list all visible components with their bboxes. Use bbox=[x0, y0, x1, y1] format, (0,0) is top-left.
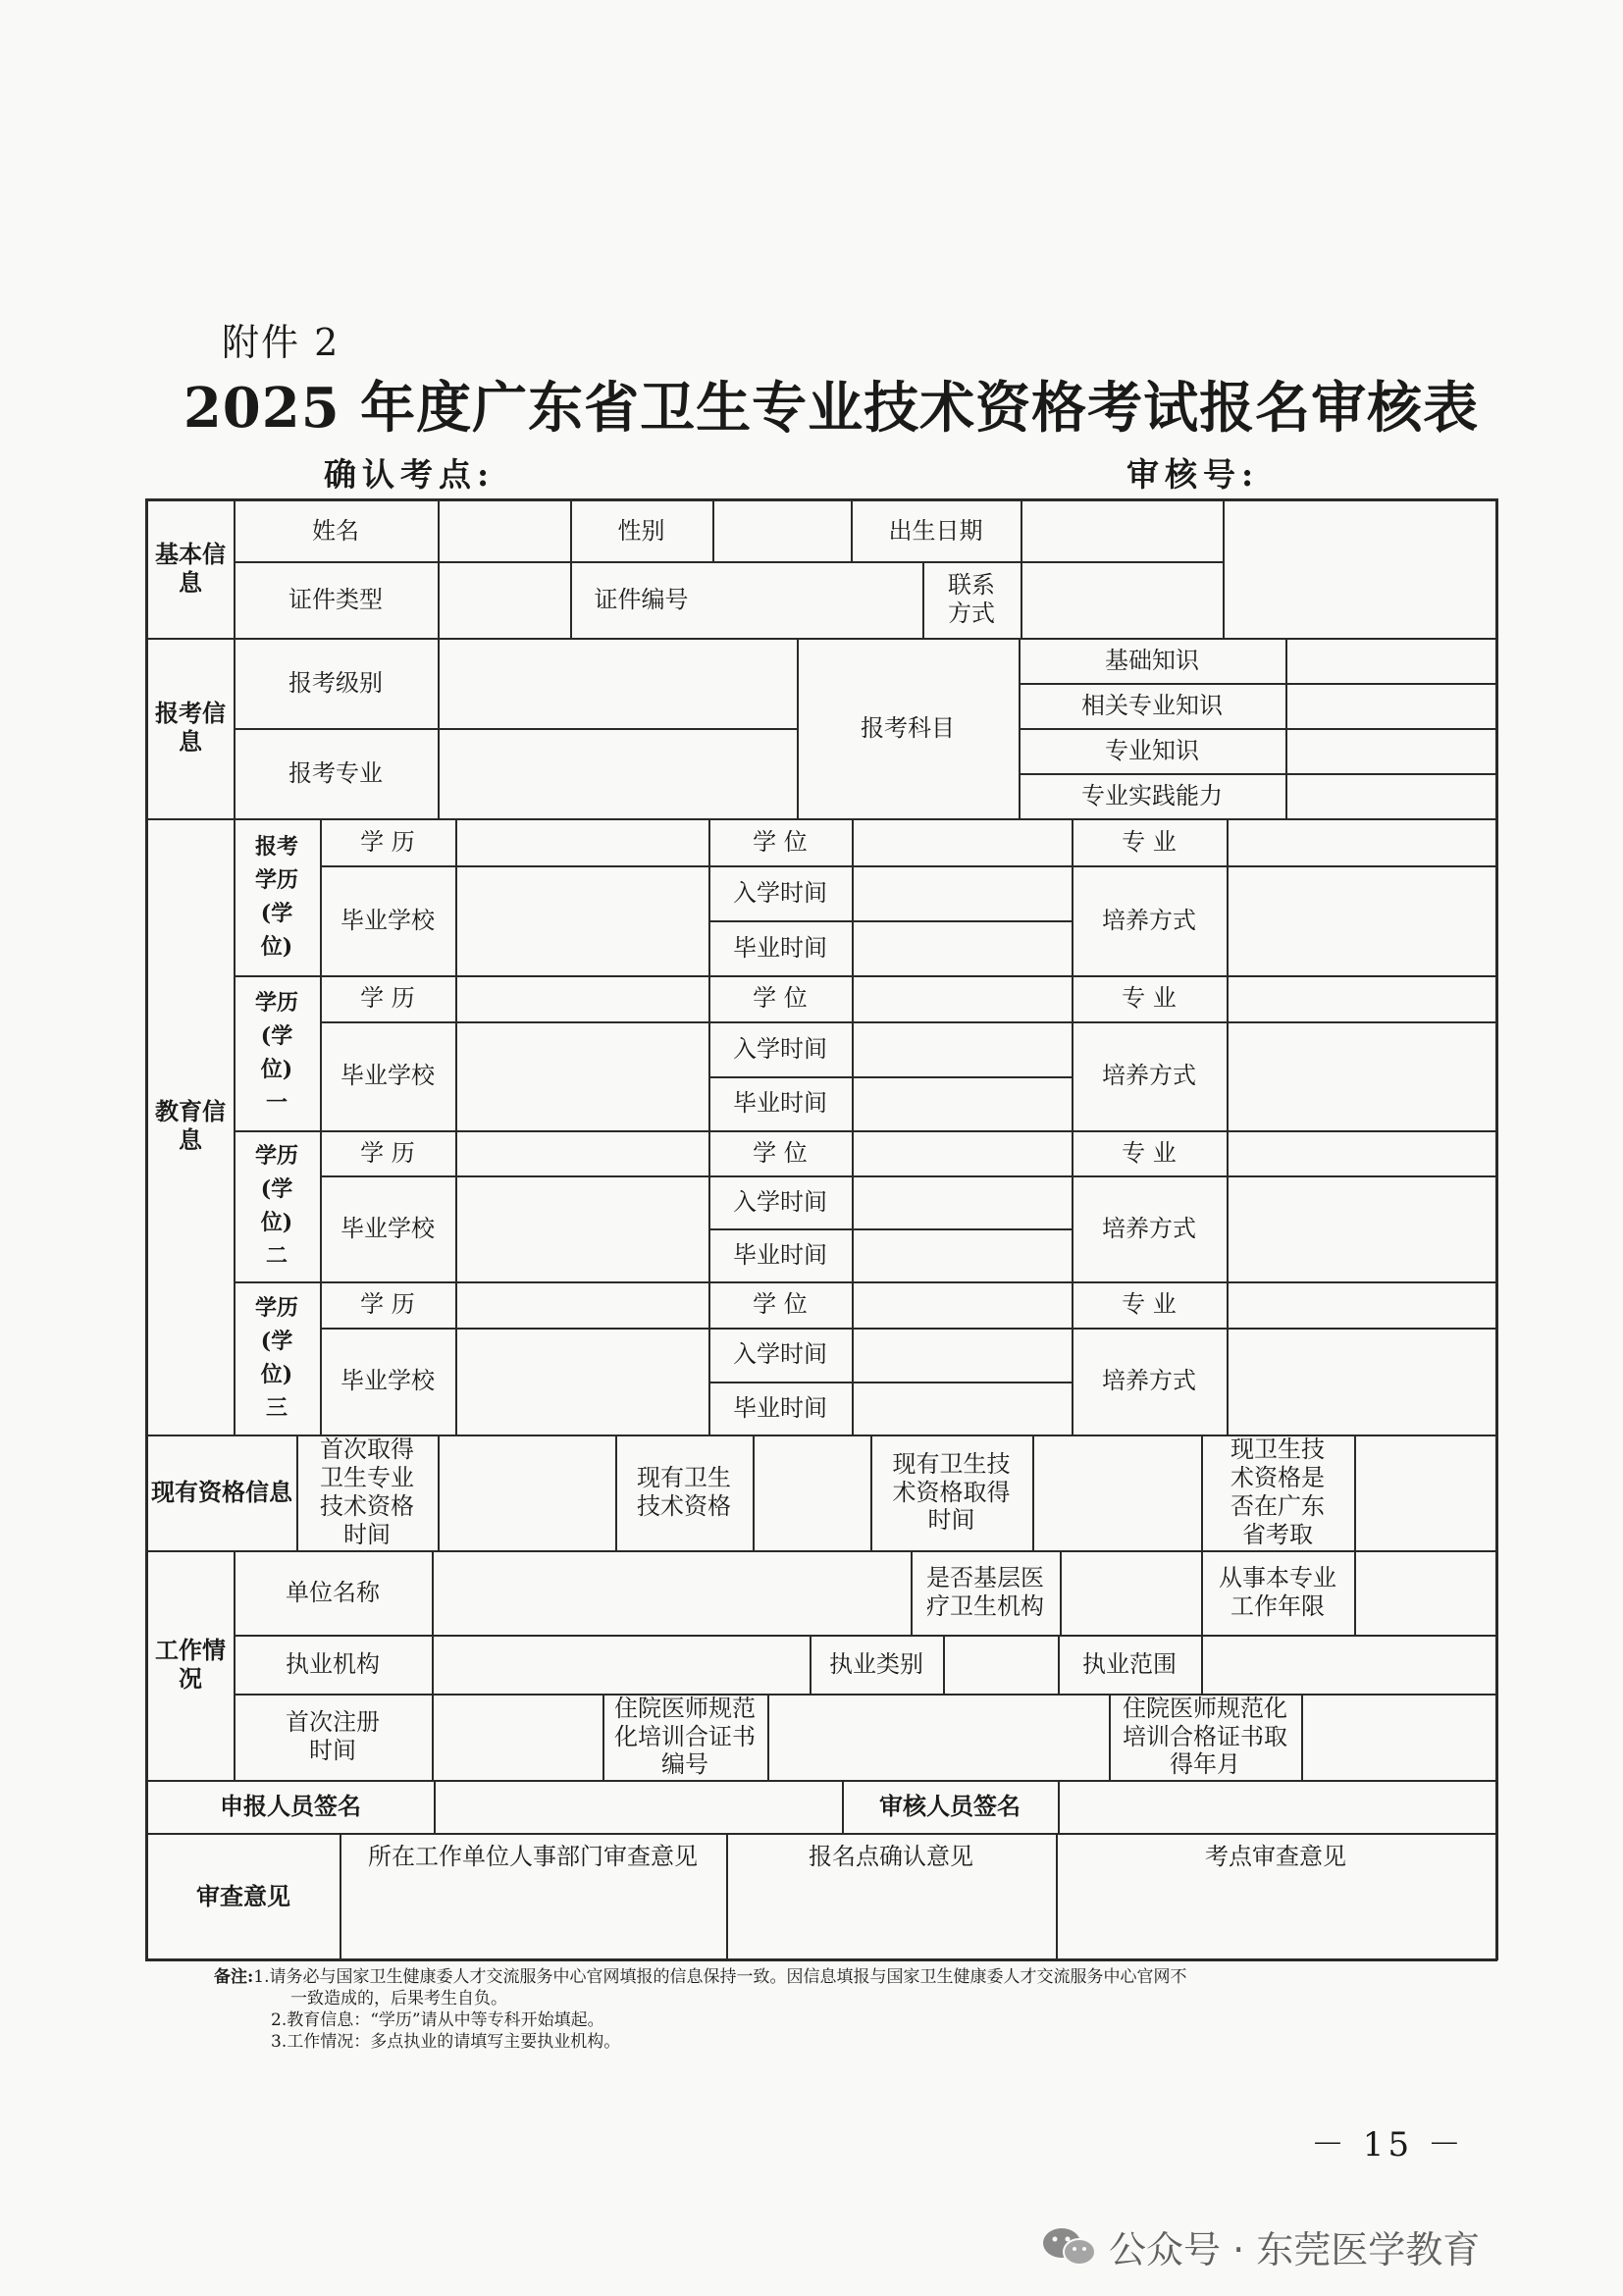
label-applicant-signature: 申报人员签名 bbox=[220, 1791, 361, 1820]
section-review-opinions: 审查意见 bbox=[196, 1881, 290, 1910]
note-3: 3.工作情况：多点执业的请填写主要执业机构。 bbox=[271, 2032, 621, 2052]
label-graduate-time: 毕业时间 bbox=[733, 1240, 827, 1269]
label-unit-name: 单位名称 bbox=[286, 1578, 380, 1606]
label-practice-category: 执业类别 bbox=[829, 1649, 923, 1678]
notes-label: 备注: bbox=[214, 1967, 254, 1987]
label-degree: 学 位 bbox=[753, 827, 808, 856]
label-training-mode: 培养方式 bbox=[1102, 1367, 1196, 1395]
education-group-three: 学历(学位)三 bbox=[255, 1294, 299, 1422]
label-training-mode: 培养方式 bbox=[1102, 1062, 1196, 1090]
label-resident-certificate-date: 住院医师规范化培训合格证书取得年月 bbox=[1123, 1694, 1287, 1779]
label-specialty: 专 业 bbox=[1122, 984, 1177, 1013]
label-enroll-time: 入学时间 bbox=[733, 1187, 827, 1216]
label-hr-review: 所在工作单位人事部门审查意见 bbox=[368, 1843, 698, 1870]
note-1-continued: 一致造成的，后果考生自负。 bbox=[290, 1989, 507, 2009]
label-id-number: 证件编号 bbox=[594, 585, 689, 613]
label-degree-record: 学 历 bbox=[360, 1290, 415, 1319]
label-specialty: 专 业 bbox=[1122, 1290, 1177, 1319]
section-work-info: 工作情况 bbox=[155, 1636, 226, 1693]
watermark bbox=[1040, 2219, 1480, 2273]
label-degree: 学 位 bbox=[753, 1138, 808, 1167]
section-education-info: 教育信息 bbox=[155, 1097, 226, 1154]
label-practice-organization: 执业机构 bbox=[286, 1649, 380, 1678]
label-degree: 学 位 bbox=[753, 1290, 808, 1319]
section-apply-info: 报考信息 bbox=[155, 699, 226, 756]
notes bbox=[214, 1966, 1450, 2053]
label-degree-record: 学 历 bbox=[360, 1138, 415, 1167]
label-id-type: 证件类型 bbox=[288, 585, 383, 613]
label-graduate-time: 毕业时间 bbox=[733, 1089, 827, 1118]
label-graduate-school: 毕业学校 bbox=[340, 1062, 435, 1090]
page-number: － 15 － bbox=[1311, 2125, 1465, 2165]
label-graduate-school: 毕业学校 bbox=[340, 1214, 435, 1242]
label-site-review: 考点审查意见 bbox=[1205, 1843, 1346, 1870]
label-graduate-time: 毕业时间 bbox=[733, 1393, 827, 1422]
label-degree-record: 学 历 bbox=[360, 984, 415, 1013]
label-birth-date: 出生日期 bbox=[888, 516, 983, 545]
exam-site-label: 确认考点: bbox=[324, 455, 496, 494]
label-specialty: 专 业 bbox=[1122, 827, 1177, 856]
label-current-qualification: 现有卫生技术资格 bbox=[637, 1464, 731, 1520]
section-basic-info: 基本信息 bbox=[155, 540, 226, 597]
label-first-registration-time: 首次注册时间 bbox=[286, 1708, 380, 1764]
subject-basic-knowledge: 基础知识 bbox=[1105, 646, 1199, 674]
label-apply-level: 报考级别 bbox=[288, 668, 383, 697]
note-2: 2.教育信息：“学历”请从中等专科开始填起。 bbox=[271, 2010, 604, 2030]
education-group-primary: 报考学历(学位) bbox=[255, 833, 299, 961]
label-enroll-time: 入学时间 bbox=[733, 878, 827, 907]
label-qualification-in-guangdong: 现卫生技术资格是否在广东省考取 bbox=[1230, 1435, 1325, 1548]
label-practice-scope: 执业范围 bbox=[1082, 1649, 1177, 1678]
education-group-two: 学历(学位)二 bbox=[255, 1142, 299, 1270]
label-apply-subjects: 报考科目 bbox=[861, 713, 955, 742]
label-apply-major: 报考专业 bbox=[288, 758, 383, 787]
label-degree-record: 学 历 bbox=[360, 827, 415, 856]
label-name: 姓名 bbox=[312, 516, 359, 545]
label-enroll-time: 入学时间 bbox=[733, 1340, 827, 1369]
label-graduate-time: 毕业时间 bbox=[733, 933, 827, 962]
note-1: 1.请务必与国家卫生健康委人才交流服务中心官网填报的信息保持一致。因信息填报与国家卫生健康委人才交流服务中心官网不 bbox=[253, 1967, 1187, 1987]
subject-related-knowledge: 相关专业知识 bbox=[1081, 691, 1223, 719]
subject-professional-knowledge: 专业知识 bbox=[1105, 736, 1199, 764]
label-specialty: 专 业 bbox=[1122, 1138, 1177, 1167]
label-grassroots-institution: 是否基层医疗卫生机构 bbox=[926, 1564, 1044, 1620]
label-work-years: 从事本专业工作年限 bbox=[1219, 1564, 1336, 1620]
label-training-mode: 培养方式 bbox=[1102, 1214, 1196, 1242]
section-qualification-info: 现有资格信息 bbox=[151, 1477, 292, 1506]
label-gender: 性别 bbox=[617, 516, 665, 545]
label-graduate-school: 毕业学校 bbox=[340, 906, 435, 934]
label-resident-certificate-number: 住院医师规范化培训合证书编号 bbox=[614, 1694, 756, 1779]
education-group-one: 学历(学位)一 bbox=[255, 989, 299, 1117]
label-training-mode: 培养方式 bbox=[1102, 906, 1196, 934]
label-degree: 学 位 bbox=[753, 984, 808, 1013]
subject-practice-ability: 专业实践能力 bbox=[1081, 781, 1223, 809]
label-current-qualification-time: 现有卫生技术资格取得时间 bbox=[892, 1449, 1011, 1535]
label-first-qualification-time: 首次取得卫生专业技术资格时间 bbox=[320, 1435, 414, 1548]
label-graduate-school: 毕业学校 bbox=[340, 1367, 435, 1395]
wechat-icon bbox=[1040, 2225, 1099, 2269]
form-title: 2025 年度广东省卫生专业技术资格考试报名审核表 bbox=[183, 376, 1480, 441]
label-enroll-time: 入学时间 bbox=[733, 1034, 827, 1063]
audit-number-label: 审核号: bbox=[1126, 455, 1260, 494]
watermark-text: 公众号 · 东莞医学教育 bbox=[1109, 2228, 1481, 2271]
label-reviewer-signature: 审核人员签名 bbox=[879, 1791, 1021, 1820]
label-contact: 联系方式 bbox=[948, 571, 995, 627]
attachment-label: 附件 2 bbox=[222, 321, 340, 364]
label-signup-confirmation: 报名点确认意见 bbox=[809, 1843, 973, 1870]
